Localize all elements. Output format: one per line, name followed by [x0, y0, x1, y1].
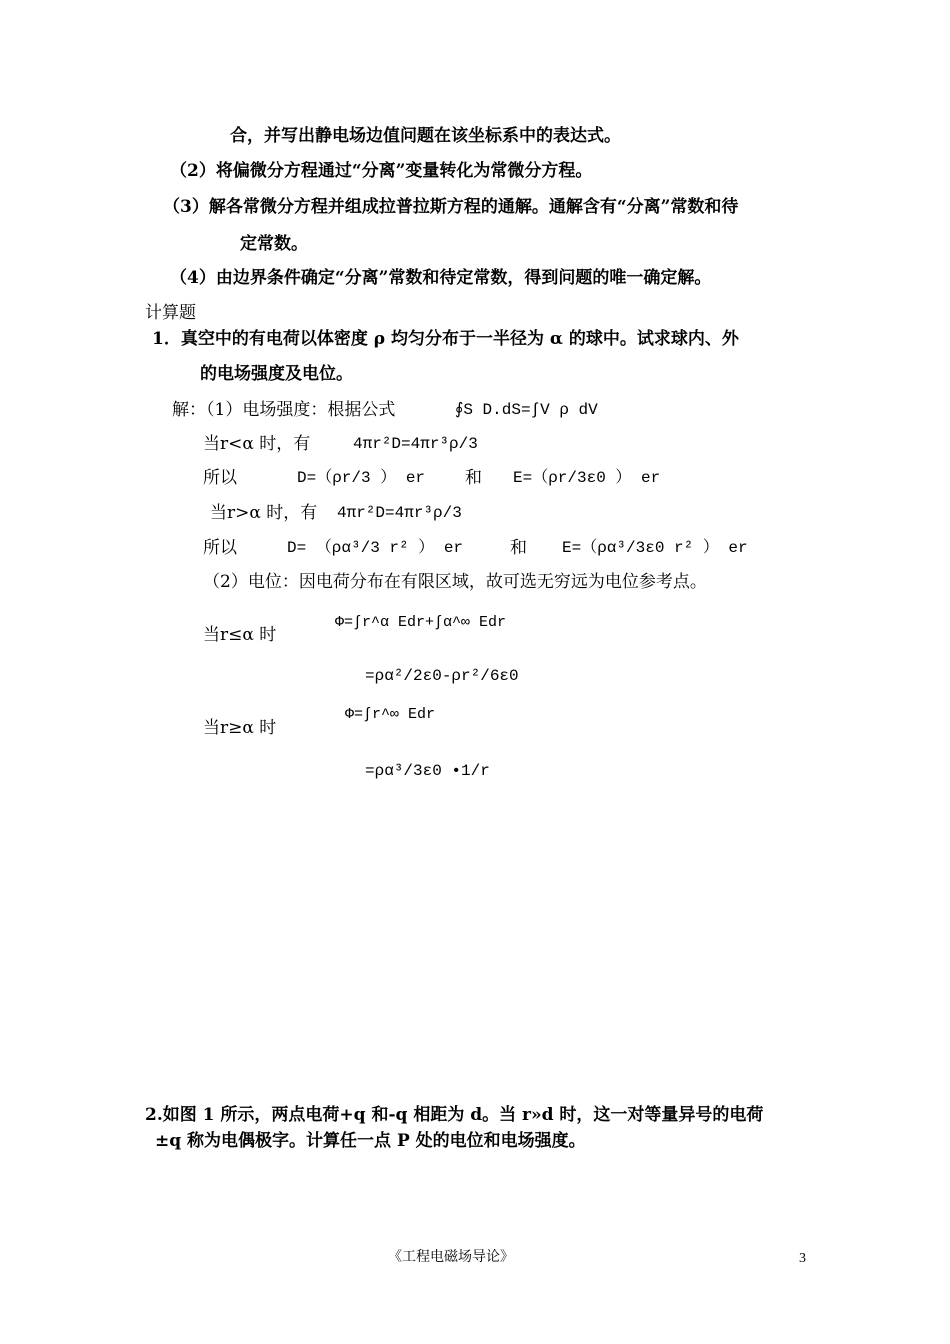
pot-case2-label: 当r≥α 时 [203, 718, 277, 738]
pot-result-outside: =ρα³/3ε0 •1/r [365, 762, 490, 780]
step1-continuation: 合，并写出静电场边值问题在该坐标系中的表达式。 [230, 126, 621, 146]
problem2-line1: 2.如图 1 所示，两点电荷+q 和-q 相距为 d。当 r»d 时，这一对等量异号的电荷 [145, 1105, 764, 1125]
e-inside: E=（ρr/3ε0 ） er [513, 469, 661, 487]
pot-integral-inside: Φ=∫r^α Edr+∫α^∞ Edr [335, 614, 507, 631]
and-label-2: 和 [510, 538, 527, 558]
step-3: （3）解各常微分方程并组成拉普拉斯方程的通解。通解含有“分离”常数和待 [163, 197, 739, 217]
pot-integral-outside: Φ=∫r^∞ Edr [345, 706, 436, 723]
case1-label: 当r<α 时，有 [203, 434, 311, 454]
d-outside: D= （ρα³/3 r² ） er [287, 539, 464, 557]
step3-continuation: 定常数。 [240, 234, 308, 254]
problem2-line2: ±q 称为电偶极字。计算任一点 P 处的电位和电场强度。 [155, 1131, 586, 1151]
step-4: （4）由边界条件确定“分离”常数和待定常数，得到问题的唯一确定解。 [170, 268, 712, 288]
pot-case1-label: 当r≤α 时 [203, 625, 277, 645]
section-title: 计算题 [145, 303, 196, 323]
case1-equation: 4πr²D=4πr³ρ/3 [353, 435, 478, 453]
problem1-line2: 的电场强度及电位。 [200, 364, 353, 384]
d-inside: D=（ρr/3 ） er [297, 469, 426, 487]
problem1-line1: 1．真空中的有电荷以体密度 ρ 均匀分布于一半径为 α 的球中。试求球内、外 [152, 329, 739, 349]
page-number: 3 [799, 1251, 806, 1266]
gauss-law-formula: ∮S D.dS=∫V ρ dV [455, 401, 598, 419]
footer-title: 《工程电磁场导论》 [388, 1249, 514, 1265]
so-label-2: 所以 [203, 538, 237, 558]
potential-intro: （2）电位：因电荷分布在有限区域，故可选无穷远为电位参考点。 [203, 572, 707, 592]
case2-label: 当r>α 时，有 [210, 503, 318, 523]
and-label-1: 和 [465, 468, 482, 488]
solution-intro: 解：（1）电场强度：根据公式 [172, 400, 396, 420]
e-outside: E=（ρα³/3ε0 r² ） er [562, 539, 748, 557]
pot-result-inside: =ρα²/2ε0-ρr²/6ε0 [365, 667, 519, 685]
case2-equation: 4πr²D=4πr³ρ/3 [337, 504, 462, 522]
so-label-1: 所以 [203, 468, 237, 488]
step-2: （2）将偏微分方程通过“分离”变量转化为常微分方程。 [170, 161, 593, 181]
